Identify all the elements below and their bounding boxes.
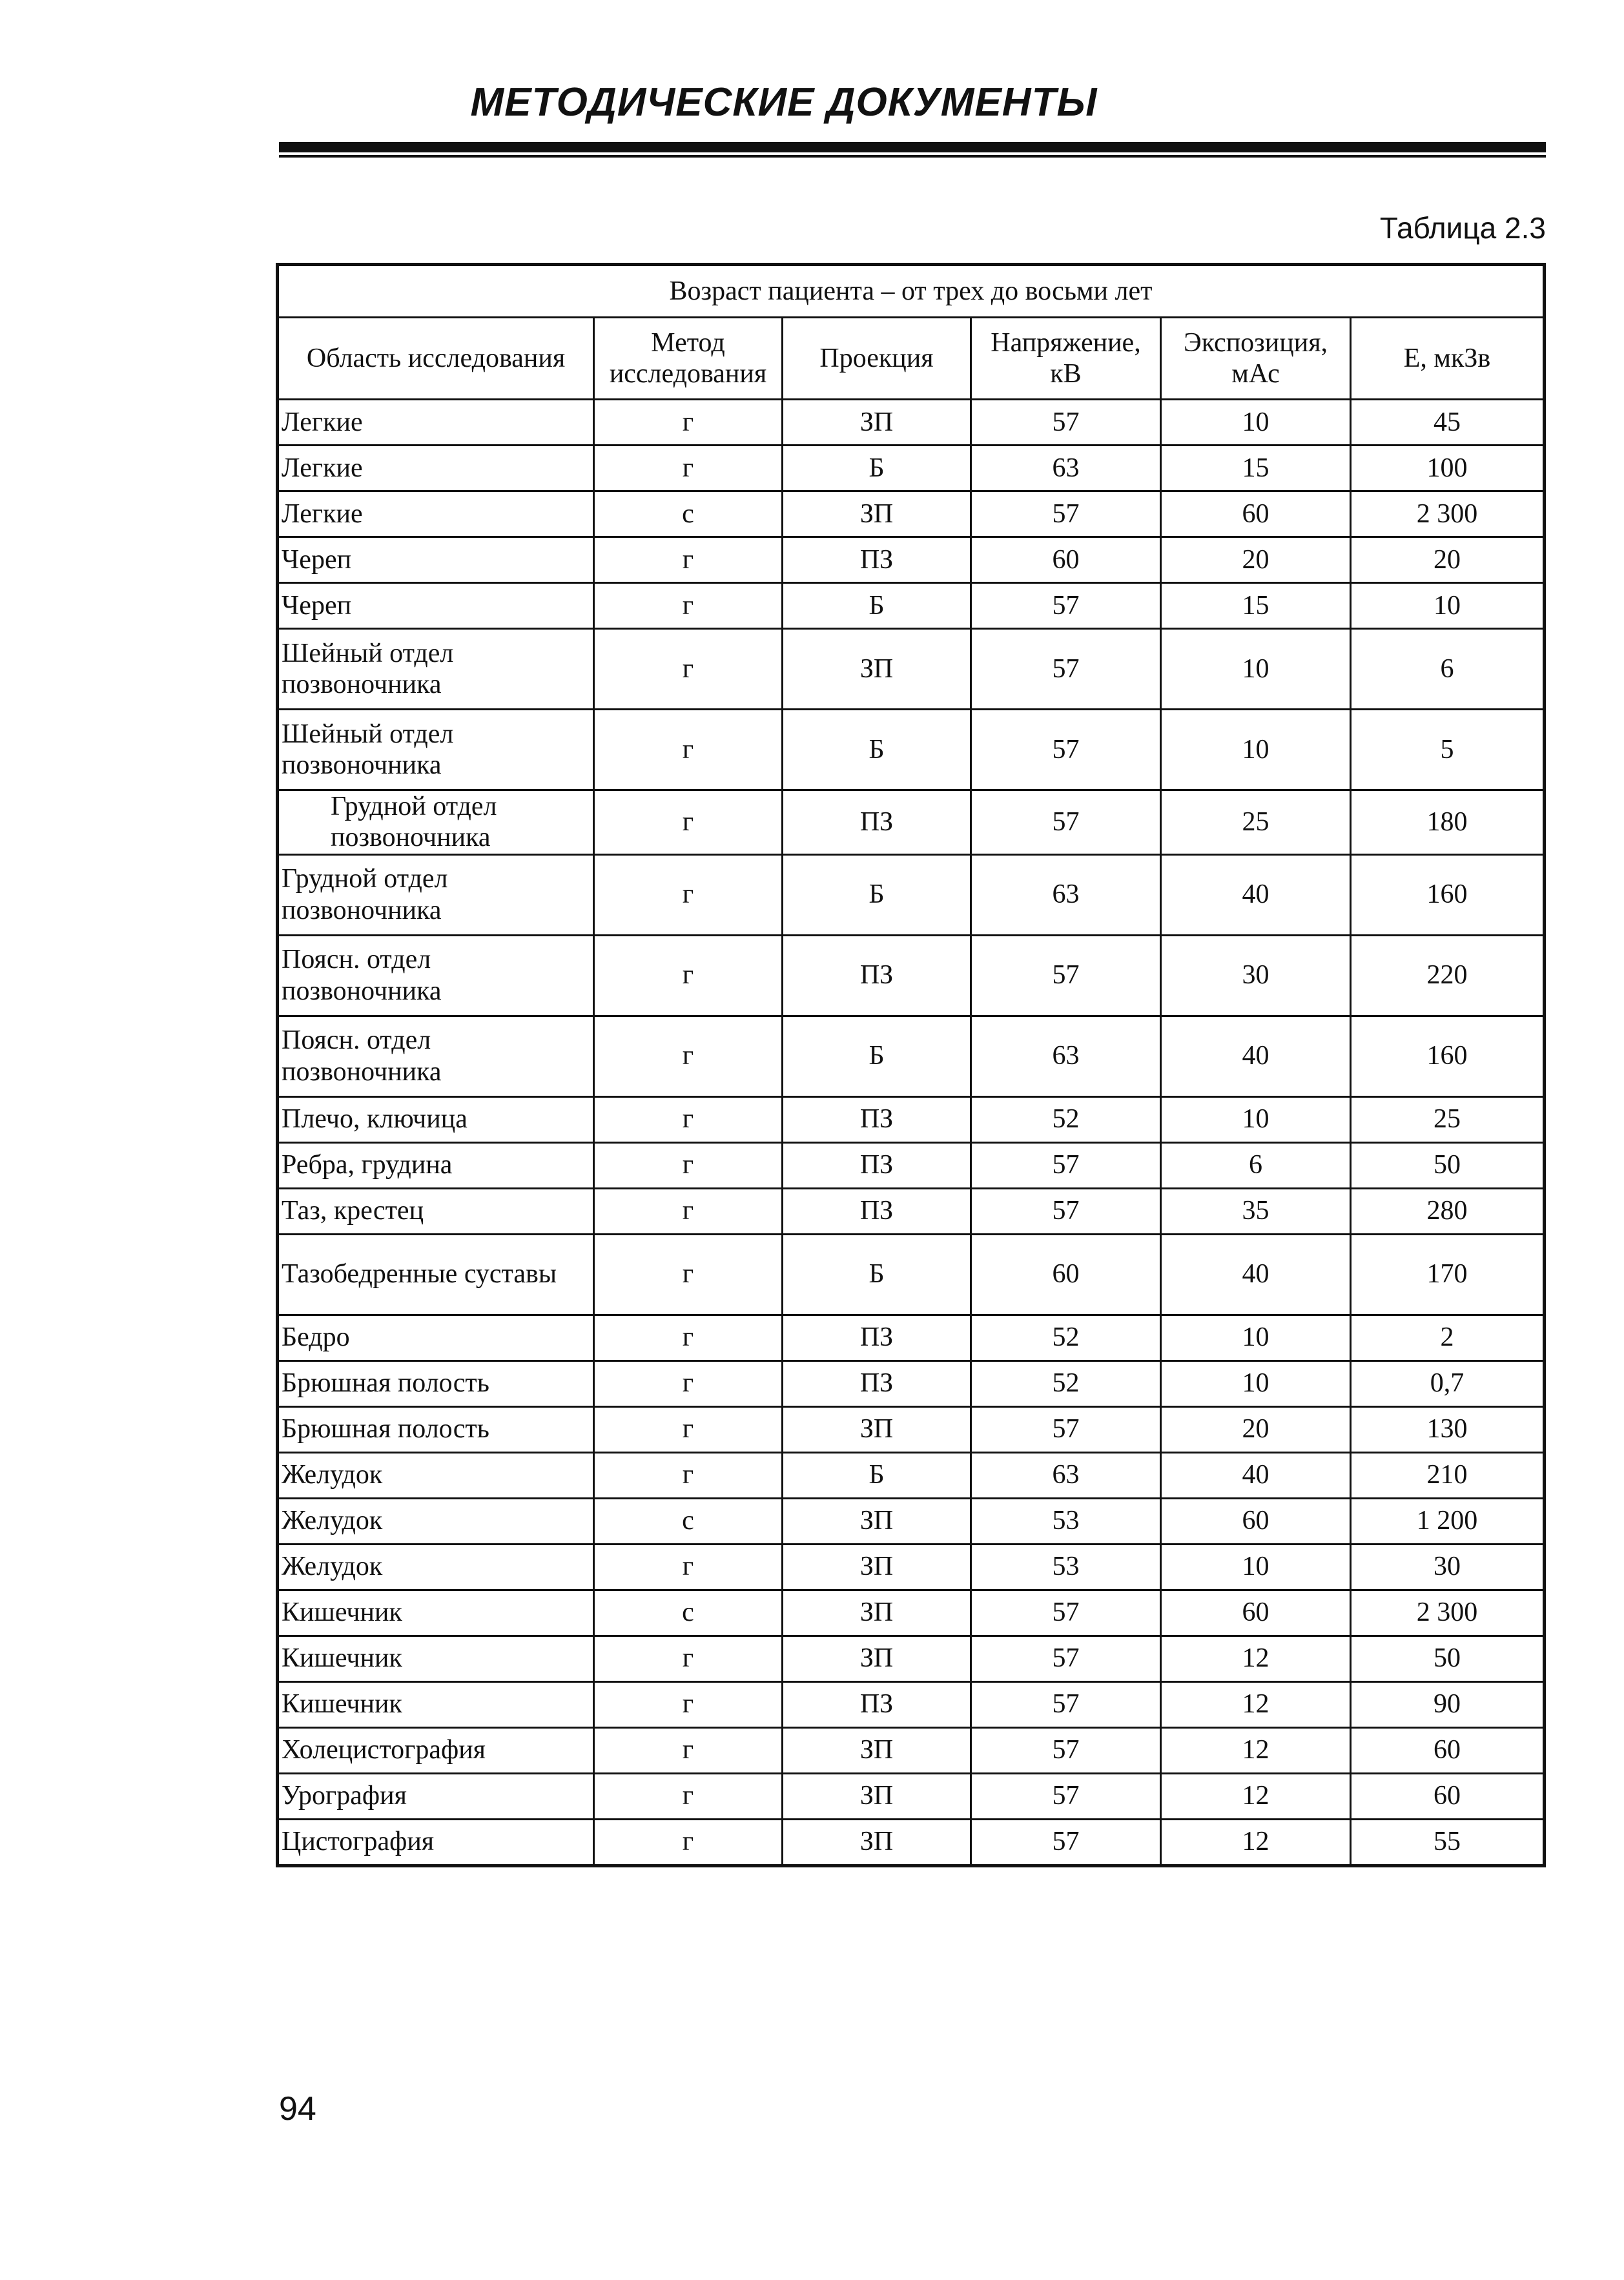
cell-dose: 50 (1351, 1142, 1545, 1188)
column-header-dose: E, мкЗв (1351, 318, 1545, 400)
header-rule (279, 142, 1546, 152)
cell-dose: 25 (1351, 1096, 1545, 1142)
cell-projection: Б (783, 1452, 971, 1498)
cell-exposure: 40 (1161, 1016, 1351, 1096)
cell-exposure: 15 (1161, 583, 1351, 629)
cell-method: г (594, 400, 783, 446)
cell-voltage: 63 (971, 1452, 1161, 1498)
cell-voltage: 52 (971, 1096, 1161, 1142)
table-row (278, 446, 1545, 491)
header-rule-thin (279, 155, 1546, 158)
cell-voltage: 63 (971, 446, 1161, 491)
table-row (278, 1016, 1545, 1096)
table-row (278, 1727, 1545, 1773)
table-row (278, 1315, 1545, 1361)
cell-voltage: 57 (971, 935, 1161, 1016)
cell-method: с (594, 1498, 783, 1544)
cell-region: Желудок (278, 1544, 594, 1590)
table-row (278, 583, 1545, 629)
cell-dose: 60 (1351, 1727, 1545, 1773)
cell-exposure: 12 (1161, 1773, 1351, 1819)
cell-method: г (594, 1636, 783, 1681)
table-row (278, 400, 1545, 446)
cell-projection: ЗП (783, 1544, 971, 1590)
cell-exposure: 40 (1161, 854, 1351, 935)
table-caption: Таблица 2.3 (1379, 211, 1546, 245)
cell-exposure: 10 (1161, 400, 1351, 446)
cell-region: Таз, крестец (278, 1188, 594, 1234)
cell-projection: ЗП (783, 1498, 971, 1544)
cell-method: г (594, 1819, 783, 1865)
cell-projection: Б (783, 854, 971, 935)
cell-exposure: 10 (1161, 1361, 1351, 1406)
cell-projection: ПЗ (783, 1315, 971, 1361)
cell-method: с (594, 1590, 783, 1636)
cell-dose: 160 (1351, 854, 1545, 935)
cell-dose: 90 (1351, 1681, 1545, 1727)
cell-voltage: 57 (971, 790, 1161, 855)
page-number: 94 (279, 2090, 316, 2128)
cell-dose: 55 (1351, 1819, 1545, 1865)
cell-dose: 170 (1351, 1234, 1545, 1315)
cell-region: Грудной отдел позвоночника (278, 790, 594, 855)
cell-method: г (594, 1096, 783, 1142)
cell-exposure: 35 (1161, 1188, 1351, 1234)
cell-projection: ПЗ (783, 1361, 971, 1406)
cell-projection: Б (783, 583, 971, 629)
cell-projection: ЗП (783, 1773, 971, 1819)
cell-voltage: 57 (971, 1727, 1161, 1773)
cell-voltage: 57 (971, 491, 1161, 537)
table-group-header-row (278, 265, 1545, 318)
table-row (278, 1681, 1545, 1727)
cell-region: Бедро (278, 1315, 594, 1361)
cell-region: Ребра, грудина (278, 1142, 594, 1188)
cell-projection: ЗП (783, 1819, 971, 1865)
cell-dose: 45 (1351, 400, 1545, 446)
cell-projection: ПЗ (783, 1142, 971, 1188)
cell-exposure: 20 (1161, 537, 1351, 583)
table-row (278, 1819, 1545, 1865)
cell-method: с (594, 491, 783, 537)
cell-exposure: 10 (1161, 710, 1351, 790)
cell-method: г (594, 854, 783, 935)
cell-projection: ПЗ (783, 790, 971, 855)
cell-exposure: 15 (1161, 446, 1351, 491)
cell-voltage: 57 (971, 583, 1161, 629)
cell-region: Череп (278, 583, 594, 629)
cell-region: Брюшная полость (278, 1361, 594, 1406)
cell-method: г (594, 1234, 783, 1315)
cell-exposure: 30 (1161, 935, 1351, 1016)
cell-method: г (594, 790, 783, 855)
cell-voltage: 57 (971, 1590, 1161, 1636)
table-row (278, 1590, 1545, 1636)
cell-voltage: 60 (971, 537, 1161, 583)
cell-voltage: 52 (971, 1315, 1161, 1361)
cell-exposure: 25 (1161, 790, 1351, 855)
cell-dose: 20 (1351, 537, 1545, 583)
cell-voltage: 57 (971, 1681, 1161, 1727)
cell-method: г (594, 1016, 783, 1096)
cell-region: Кишечник (278, 1681, 594, 1727)
cell-voltage: 57 (971, 629, 1161, 710)
cell-projection: ПЗ (783, 1188, 971, 1234)
cell-dose: 220 (1351, 935, 1545, 1016)
cell-voltage: 57 (971, 1142, 1161, 1188)
cell-dose: 1 200 (1351, 1498, 1545, 1544)
cell-region: Желудок (278, 1452, 594, 1498)
table-row (278, 1773, 1545, 1819)
cell-method: г (594, 1188, 783, 1234)
cell-voltage: 52 (971, 1361, 1161, 1406)
cell-dose: 60 (1351, 1773, 1545, 1819)
cell-dose: 50 (1351, 1636, 1545, 1681)
cell-voltage: 57 (971, 1773, 1161, 1819)
cell-region: Кишечник (278, 1636, 594, 1681)
cell-exposure: 60 (1161, 1590, 1351, 1636)
cell-exposure: 6 (1161, 1142, 1351, 1188)
cell-voltage: 57 (971, 1636, 1161, 1681)
cell-dose: 160 (1351, 1016, 1545, 1096)
column-header-method: Метод исследования (594, 318, 783, 400)
table-row (278, 491, 1545, 537)
cell-dose: 100 (1351, 446, 1545, 491)
cell-region: Поясн. отдел позвоночника (278, 935, 594, 1016)
table-row (278, 1096, 1545, 1142)
cell-region: Череп (278, 537, 594, 583)
table-row (278, 1188, 1545, 1234)
cell-method: г (594, 1452, 783, 1498)
cell-dose: 5 (1351, 710, 1545, 790)
cell-method: г (594, 1681, 783, 1727)
cell-region: Легкие (278, 491, 594, 537)
cell-voltage: 53 (971, 1498, 1161, 1544)
cell-region: Брюшная полость (278, 1406, 594, 1452)
cell-projection: ПЗ (783, 537, 971, 583)
table-row (278, 1636, 1545, 1681)
cell-voltage: 63 (971, 1016, 1161, 1096)
cell-region: Урография (278, 1773, 594, 1819)
cell-method: г (594, 1361, 783, 1406)
cell-exposure: 10 (1161, 629, 1351, 710)
cell-method: г (594, 629, 783, 710)
column-header-voltage: Напряжение, кВ (971, 318, 1161, 400)
cell-projection: ЗП (783, 1406, 971, 1452)
cell-projection: Б (783, 710, 971, 790)
table-row (278, 935, 1545, 1016)
table-row (278, 1234, 1545, 1315)
cell-method: г (594, 935, 783, 1016)
cell-region: Кишечник (278, 1590, 594, 1636)
cell-dose: 10 (1351, 583, 1545, 629)
cell-exposure: 12 (1161, 1727, 1351, 1773)
cell-projection: Б (783, 1016, 971, 1096)
column-header-exposure: Экспозиция, мАс (1161, 318, 1351, 400)
cell-exposure: 60 (1161, 1498, 1351, 1544)
cell-voltage: 57 (971, 710, 1161, 790)
table-row (278, 1452, 1545, 1498)
cell-method: г (594, 1544, 783, 1590)
cell-projection: ЗП (783, 1727, 971, 1773)
cell-voltage: 57 (971, 1819, 1161, 1865)
cell-projection: ЗП (783, 629, 971, 710)
cell-dose: 0,7 (1351, 1361, 1545, 1406)
cell-exposure: 10 (1161, 1315, 1351, 1361)
cell-region: Тазобедренные суставы (278, 1234, 594, 1315)
cell-projection: ПЗ (783, 935, 971, 1016)
column-header-projection: Проекция (783, 318, 971, 400)
cell-region: Поясн. отдел позвоночника (278, 1016, 594, 1096)
table-body (278, 400, 1545, 1866)
cell-dose: 2 300 (1351, 1590, 1545, 1636)
cell-region: Плечо, ключица (278, 1096, 594, 1142)
cell-method: г (594, 537, 783, 583)
cell-region: Легкие (278, 400, 594, 446)
cell-region: Цистография (278, 1819, 594, 1865)
cell-projection: ПЗ (783, 1096, 971, 1142)
table-row (278, 790, 1545, 855)
page-header-title: МЕТОДИЧЕСКИЕ ДОКУМЕНТЫ (470, 80, 1098, 125)
cell-projection: ЗП (783, 1636, 971, 1681)
cell-voltage: 57 (971, 1188, 1161, 1234)
table-row (278, 1142, 1545, 1188)
cell-projection: ЗП (783, 491, 971, 537)
cell-dose: 180 (1351, 790, 1545, 855)
cell-projection: ЗП (783, 400, 971, 446)
cell-projection: ПЗ (783, 1681, 971, 1727)
cell-voltage: 57 (971, 1406, 1161, 1452)
cell-projection: Б (783, 446, 971, 491)
cell-exposure: 12 (1161, 1636, 1351, 1681)
table-row (278, 710, 1545, 790)
cell-method: г (594, 446, 783, 491)
cell-voltage: 53 (971, 1544, 1161, 1590)
dose-table (276, 263, 1546, 1867)
table-row (278, 629, 1545, 710)
cell-region: Шейный отдел позвоночника (278, 710, 594, 790)
cell-method: г (594, 1315, 783, 1361)
table-row (278, 1498, 1545, 1544)
cell-dose: 2 (1351, 1315, 1545, 1361)
cell-exposure: 40 (1161, 1452, 1351, 1498)
cell-voltage: 57 (971, 400, 1161, 446)
cell-region: Желудок (278, 1498, 594, 1544)
cell-method: г (594, 1142, 783, 1188)
cell-region: Легкие (278, 446, 594, 491)
table-row (278, 854, 1545, 935)
cell-method: г (594, 1727, 783, 1773)
column-header-region: Область исследования (278, 318, 594, 400)
cell-region: Шейный отдел позвоночника (278, 629, 594, 710)
table-row (278, 1544, 1545, 1590)
cell-region: Холецистография (278, 1727, 594, 1773)
cell-region: Грудной отдел позвоночника (278, 854, 594, 935)
cell-exposure: 12 (1161, 1819, 1351, 1865)
cell-exposure: 60 (1161, 491, 1351, 537)
table-row (278, 1406, 1545, 1452)
cell-dose: 2 300 (1351, 491, 1545, 537)
cell-method: г (594, 710, 783, 790)
cell-dose: 6 (1351, 629, 1545, 710)
cell-dose: 30 (1351, 1544, 1545, 1590)
cell-voltage: 63 (971, 854, 1161, 935)
cell-method: г (594, 1406, 783, 1452)
table-row (278, 1361, 1545, 1406)
cell-exposure: 12 (1161, 1681, 1351, 1727)
cell-exposure: 20 (1161, 1406, 1351, 1452)
cell-dose: 210 (1351, 1452, 1545, 1498)
table-row (278, 537, 1545, 583)
cell-dose: 280 (1351, 1188, 1545, 1234)
cell-exposure: 10 (1161, 1096, 1351, 1142)
cell-exposure: 10 (1161, 1544, 1351, 1590)
cell-method: г (594, 1773, 783, 1819)
cell-exposure: 40 (1161, 1234, 1351, 1315)
cell-projection: Б (783, 1234, 971, 1315)
cell-method: г (594, 583, 783, 629)
table-group-header: Возраст пациента – от трех до восьми лет (278, 265, 1545, 318)
table-header-row (278, 318, 1545, 400)
cell-voltage: 60 (971, 1234, 1161, 1315)
cell-projection: ЗП (783, 1590, 971, 1636)
cell-dose: 130 (1351, 1406, 1545, 1452)
